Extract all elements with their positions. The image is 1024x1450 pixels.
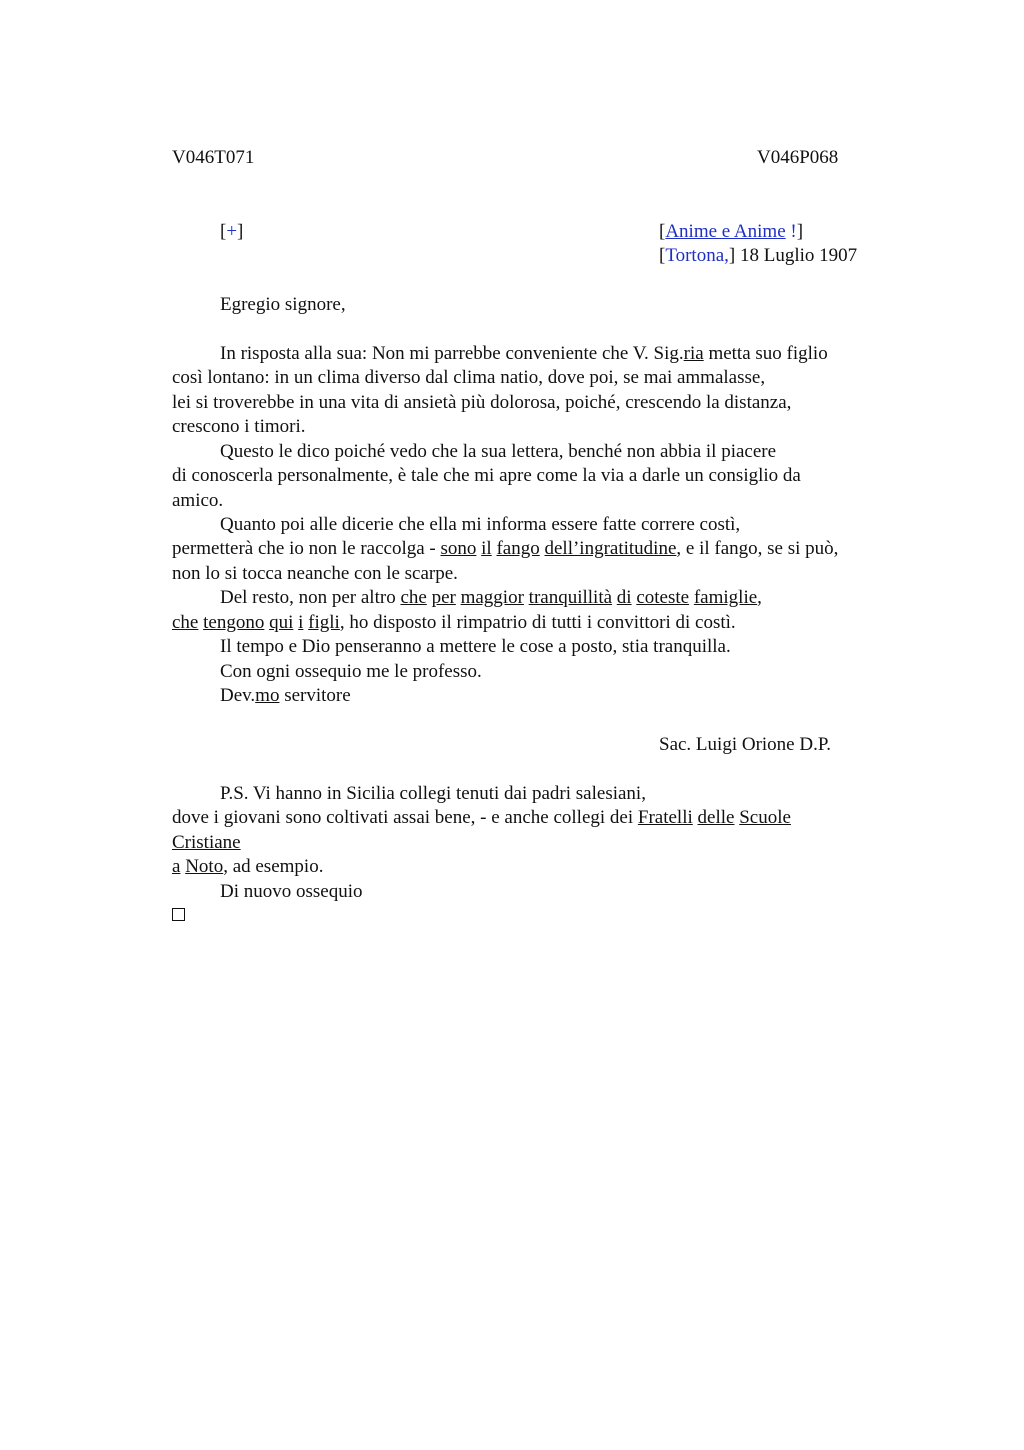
body-line-10: non lo si tocca neanche con le scarpe. (172, 563, 458, 584)
body-line-8: Quanto poi alle dicerie che ella mi informa essere fatte correre costì, (220, 514, 741, 535)
document-code-left: V046T071 (172, 147, 255, 168)
ps-line-4: a Noto, ad esempio. (172, 856, 324, 877)
body-line-2: così lontano: in un clima diverso dal clima natio, dove poi, se mai ammalasse, (172, 367, 766, 388)
document-code-right: V046P068 (757, 147, 839, 168)
ps-line-5: Di nuovo ossequio (220, 881, 363, 902)
body-line-5: Questo le dico poiché vedo che la sua lettera, benché non abbia il piacere (220, 441, 777, 462)
body-line-3: lei si troverebbe in una vita di ansietà più dolorosa, poiché, crescendo la distanza, (172, 392, 792, 413)
salutation: Egregio signore, (220, 294, 346, 315)
signature: Sac. Luigi Orione D.P. (659, 734, 832, 755)
ps-line-2: dove i giovani sono coltivati assai bene, - e anche collegi dei Fratelli delle Scuole (172, 807, 791, 828)
body-line-15: Dev.mo servitore (220, 685, 351, 706)
letter-title: [Anime e Anime !] (659, 221, 804, 242)
body-line-13: Il tempo e Dio penseranno a mettere le cose a posto, stia tranquilla. (220, 636, 731, 657)
body-line-6: di conoscerla personalmente, è tale che mi apre come la via a darle un consiglio da (172, 465, 801, 486)
ps-line-1: P.S. Vi hanno in Sicilia collegi tenuti dai padri salesiani, (220, 783, 646, 804)
title-exclamation: ! (790, 221, 797, 242)
cross-marker: [+] (220, 221, 244, 242)
body-line-14: Con ogni ossequio me le professo. (220, 661, 482, 682)
body-line-1: In risposta alla sua: Non mi parrebbe conveniente che V. Sig.ria metta suo figlio (220, 343, 828, 364)
title-link[interactable]: Anime e Anime (665, 221, 786, 242)
body-line-7: amico. (172, 490, 224, 511)
end-checkbox[interactable] (172, 908, 185, 921)
place-date: [Tortona,] 18 Luglio 1907 (659, 245, 858, 266)
body-line-11: Del resto, non per altro che per maggior tranquillità di coteste famiglie, (220, 587, 762, 608)
body-line-9: permetterà che io non le raccolga - sono il fango dell’ingratitudine, e il fango, se si può, (172, 538, 839, 559)
place-name: Tortona, (665, 245, 729, 266)
cross-symbol: + (226, 221, 238, 242)
ps-line-3: Cristiane (172, 832, 241, 853)
body-line-12: che tengono qui i figli, ho disposto il rimpatrio di tutti i convittori di costì. (172, 612, 736, 633)
letter-date: 18 Luglio 1907 (735, 245, 858, 266)
body-line-4: crescono i timori. (172, 416, 306, 437)
